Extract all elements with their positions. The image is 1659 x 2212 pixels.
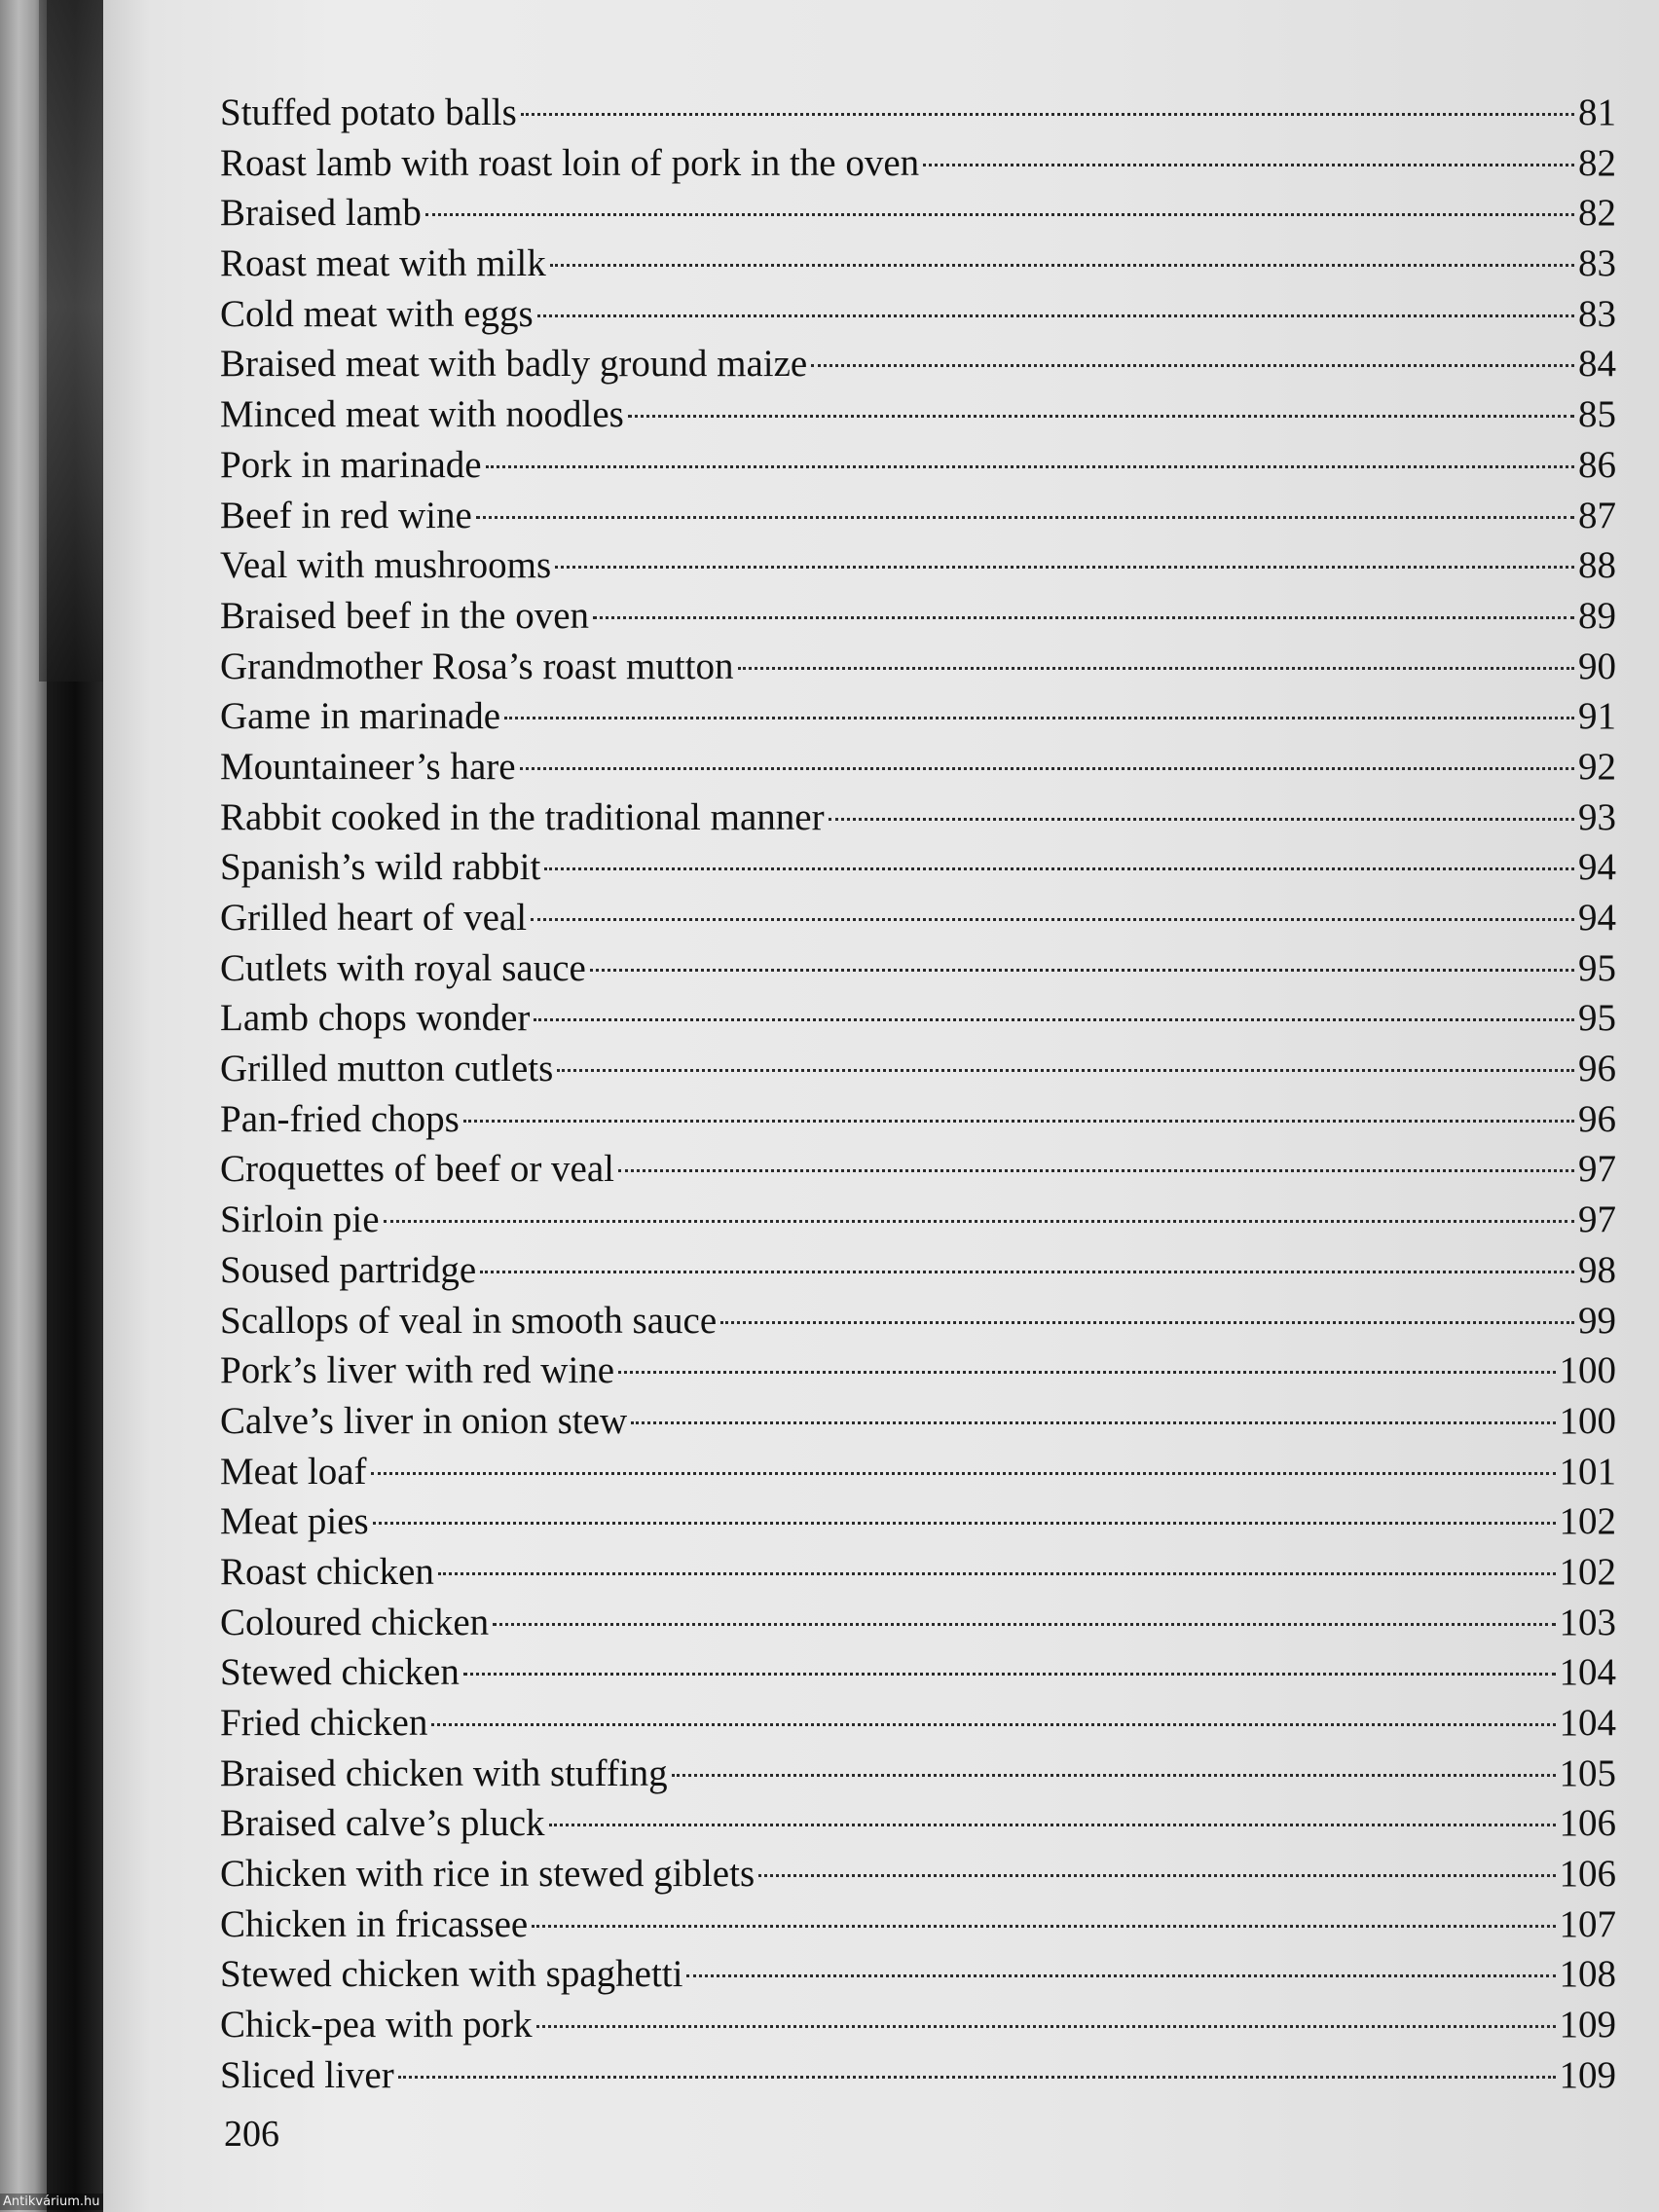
toc-entry-title: Coloured chicken bbox=[220, 1601, 490, 1643]
toc-entry-page: 94 bbox=[1578, 846, 1616, 889]
toc-entry-page: 88 bbox=[1578, 544, 1616, 587]
dot-leader bbox=[758, 1874, 1555, 1877]
dot-leader bbox=[463, 1673, 1556, 1676]
dot-leader bbox=[493, 1623, 1555, 1626]
dot-leader bbox=[371, 1472, 1556, 1475]
toc-entry-page: 97 bbox=[1578, 1198, 1616, 1241]
toc-entry-title: Roast meat with milk bbox=[220, 242, 546, 285]
toc-entry-page: 90 bbox=[1578, 645, 1616, 687]
toc-entry bbox=[220, 540, 1616, 591]
toc-entry-title: Grandmother Rosa’s roast mutton bbox=[220, 645, 734, 687]
toc-entry-title: Stewed chicken with spaghetti bbox=[220, 1953, 683, 1996]
toc-entry bbox=[220, 1749, 1616, 1799]
toc-entry-page: 92 bbox=[1578, 745, 1616, 788]
toc-entry-page: 100 bbox=[1559, 1399, 1616, 1442]
dot-leader bbox=[532, 1925, 1555, 1928]
toc-entry bbox=[220, 1949, 1616, 2000]
dot-leader bbox=[590, 969, 1574, 972]
toc-entry-page: 102 bbox=[1559, 1550, 1616, 1593]
toc-entry bbox=[220, 389, 1616, 440]
toc-entry-page: 96 bbox=[1578, 1097, 1616, 1140]
toc-entry bbox=[220, 943, 1616, 994]
dot-leader bbox=[521, 113, 1574, 116]
dot-leader bbox=[480, 1271, 1574, 1273]
toc-entry-title: Sirloin pie bbox=[220, 1198, 380, 1241]
toc-entry-title: Pork in marinade bbox=[220, 443, 482, 486]
toc-entry-page: 91 bbox=[1578, 695, 1616, 738]
toc-entry-page: 87 bbox=[1578, 494, 1616, 536]
toc-entry bbox=[220, 893, 1616, 943]
toc-entry-page: 83 bbox=[1578, 242, 1616, 285]
dot-leader bbox=[544, 867, 1574, 870]
toc-entry-title: Chicken in fricassee bbox=[220, 1902, 529, 1945]
dot-leader bbox=[593, 616, 1574, 619]
dot-leader bbox=[618, 1371, 1555, 1374]
dot-leader bbox=[504, 717, 1574, 719]
toc-entry-title: Chicken with rice in stewed giblets bbox=[220, 1853, 756, 1896]
toc-entry-title: Braised calve’s pluck bbox=[220, 1802, 545, 1845]
toc-entry bbox=[220, 138, 1616, 189]
toc-entry-title: Sliced liver bbox=[220, 2053, 394, 2096]
dot-leader bbox=[672, 1774, 1556, 1777]
toc-entry bbox=[220, 1144, 1616, 1195]
toc-entry-title: Grilled mutton cutlets bbox=[220, 1048, 554, 1090]
toc-entry-title: Braised beef in the oven bbox=[220, 594, 590, 637]
toc-entry-title: Stuffed potato balls bbox=[220, 92, 517, 133]
dot-leader bbox=[720, 1321, 1574, 1324]
toc-entry-page: 86 bbox=[1578, 443, 1616, 486]
toc-entry bbox=[220, 1598, 1616, 1648]
dot-leader bbox=[631, 1421, 1555, 1424]
dot-leader bbox=[520, 767, 1574, 770]
dot-leader bbox=[686, 1974, 1555, 1977]
dot-leader bbox=[373, 1522, 1556, 1525]
toc-entry-title: Meat loaf bbox=[220, 1450, 367, 1493]
toc-entry-page: 104 bbox=[1559, 1702, 1616, 1744]
toc-entry-title: Roast lamb with roast loin of pork in the oven bbox=[220, 141, 920, 184]
page-number: 206 bbox=[224, 2114, 279, 2155]
dot-leader bbox=[534, 1018, 1574, 1021]
dot-leader bbox=[537, 314, 1574, 317]
toc-entry-title: Grilled heart of veal bbox=[220, 897, 528, 939]
dot-leader bbox=[431, 1723, 1555, 1726]
toc-entry bbox=[220, 1346, 1616, 1396]
toc-entry-page: 84 bbox=[1578, 343, 1616, 386]
toc-entry bbox=[220, 1899, 1616, 1950]
dot-leader bbox=[536, 2025, 1556, 2028]
toc-entry-page: 82 bbox=[1578, 141, 1616, 184]
toc-entry-page: 109 bbox=[1559, 2053, 1616, 2096]
dot-leader bbox=[557, 1069, 1574, 1072]
toc-entry bbox=[220, 188, 1616, 239]
toc-entry-page: 89 bbox=[1578, 594, 1616, 637]
toc-entry-page: 104 bbox=[1559, 1651, 1616, 1694]
toc-entry bbox=[220, 88, 1616, 138]
toc-entry bbox=[220, 339, 1616, 389]
toc-entry-page: 100 bbox=[1559, 1349, 1616, 1392]
toc-entry bbox=[220, 239, 1616, 289]
toc-entry bbox=[220, 2050, 1616, 2101]
toc-entry-page: 93 bbox=[1578, 795, 1616, 838]
toc-entry-page: 81 bbox=[1578, 92, 1616, 133]
toc-entry-page: 109 bbox=[1559, 2004, 1616, 2046]
toc-entry bbox=[220, 793, 1616, 843]
dot-leader bbox=[463, 1120, 1574, 1123]
toc-entry-title: Calve’s liver in onion stew bbox=[220, 1399, 628, 1442]
toc-entry-page: 103 bbox=[1559, 1601, 1616, 1643]
toc-entry-title: Beef in red wine bbox=[220, 494, 472, 536]
toc-entry-title: Chick-pea with pork bbox=[220, 2004, 533, 2046]
toc-entry-title: Braised meat with badly ground maize bbox=[220, 343, 808, 386]
toc-entry bbox=[220, 1647, 1616, 1698]
dot-leader bbox=[476, 516, 1574, 519]
toc-entry bbox=[220, 591, 1616, 642]
toc-entry-page: 82 bbox=[1578, 192, 1616, 235]
toc-entry-page: 101 bbox=[1559, 1450, 1616, 1493]
toc-entry bbox=[220, 1547, 1616, 1598]
toc-entry bbox=[220, 1496, 1616, 1547]
toc-entry-title: Pan-fried chops bbox=[220, 1097, 460, 1140]
toc-entry bbox=[220, 440, 1616, 491]
toc-entry-title: Braised chicken with stuffing bbox=[220, 1751, 668, 1794]
dot-leader bbox=[438, 1572, 1556, 1575]
toc-entry bbox=[220, 842, 1616, 893]
dot-leader bbox=[555, 566, 1574, 569]
toc-entry-title: Meat pies bbox=[220, 1500, 369, 1543]
toc-entry bbox=[220, 1447, 1616, 1497]
toc-entry bbox=[220, 2000, 1616, 2050]
toc-entry bbox=[220, 1245, 1616, 1296]
toc-entry-page: 96 bbox=[1578, 1048, 1616, 1090]
dot-leader bbox=[738, 667, 1574, 670]
dot-leader bbox=[531, 918, 1574, 921]
dot-leader bbox=[628, 415, 1574, 418]
toc-entry-page: 95 bbox=[1578, 946, 1616, 989]
toc-entry-title: Stewed chicken bbox=[220, 1651, 460, 1694]
toc-entry-title: Scallops of veal in smooth sauce bbox=[220, 1299, 718, 1342]
toc-entry bbox=[220, 1195, 1616, 1245]
dot-leader bbox=[486, 465, 1574, 468]
toc-entry bbox=[220, 1396, 1616, 1447]
toc-entry-title: Roast chicken bbox=[220, 1550, 434, 1593]
watermark: Antikvárium.hu bbox=[0, 2194, 103, 2210]
toc-entry-page: 85 bbox=[1578, 393, 1616, 436]
toc-entry bbox=[220, 1849, 1616, 1899]
toc-entry-title: Cutlets with royal sauce bbox=[220, 946, 586, 989]
toc-entry-title: Lamb chops wonder bbox=[220, 997, 531, 1040]
toc-entry-page: 95 bbox=[1578, 997, 1616, 1040]
toc-entry-page: 102 bbox=[1559, 1500, 1616, 1543]
toc-entry-title: Cold meat with eggs bbox=[220, 292, 534, 335]
toc-entry-page: 107 bbox=[1559, 1902, 1616, 1945]
toc-entry-title: Rabbit cooked in the traditional manner bbox=[220, 795, 825, 838]
toc-entry-title: Soused partridge bbox=[220, 1248, 477, 1291]
toc-entry bbox=[220, 491, 1616, 541]
toc-entry-page: 97 bbox=[1578, 1148, 1616, 1191]
toc-entry-title: Pork’s liver with red wine bbox=[220, 1349, 615, 1392]
toc-entry-title: Croquettes of beef or veal bbox=[220, 1148, 615, 1191]
toc-entry bbox=[220, 742, 1616, 793]
toc-entry-page: 108 bbox=[1559, 1953, 1616, 1996]
toc-entry bbox=[220, 1044, 1616, 1094]
toc-entry-page: 106 bbox=[1559, 1853, 1616, 1896]
toc-entry-page: 94 bbox=[1578, 897, 1616, 939]
toc-entry-title: Fried chicken bbox=[220, 1702, 428, 1744]
toc-entry-title: Veal with mushrooms bbox=[220, 544, 552, 587]
toc-entry-page: 105 bbox=[1559, 1751, 1616, 1794]
toc-entry-title: Game in marinade bbox=[220, 695, 501, 738]
dot-leader bbox=[923, 164, 1574, 166]
toc-entry bbox=[220, 289, 1616, 340]
dot-leader bbox=[811, 364, 1574, 367]
toc-entry bbox=[220, 1798, 1616, 1849]
toc-entry-title: Minced meat with noodles bbox=[220, 393, 624, 436]
toc-entry bbox=[220, 1094, 1616, 1145]
toc-entry-page: 98 bbox=[1578, 1248, 1616, 1291]
toc-entry-title: Braised lamb bbox=[220, 192, 422, 235]
toc-entry-page: 106 bbox=[1559, 1802, 1616, 1845]
dot-leader bbox=[398, 2076, 1556, 2079]
dot-leader bbox=[550, 264, 1574, 267]
toc-entry-page: 99 bbox=[1578, 1299, 1616, 1342]
toc-entry bbox=[220, 993, 1616, 1044]
dot-leader bbox=[384, 1220, 1574, 1223]
toc-entry bbox=[220, 691, 1616, 742]
toc-entry bbox=[220, 1296, 1616, 1346]
dot-leader bbox=[425, 213, 1574, 216]
dot-leader bbox=[618, 1169, 1574, 1172]
dot-leader bbox=[829, 818, 1574, 821]
toc-entry bbox=[220, 1698, 1616, 1749]
toc-entry-title: Spanish’s wild rabbit bbox=[220, 846, 541, 889]
table-of-contents bbox=[220, 88, 1616, 2101]
dot-leader bbox=[549, 1824, 1556, 1826]
facing-page-photo-strip bbox=[39, 0, 107, 682]
toc-entry bbox=[220, 642, 1616, 692]
toc-entry-title: Mountaineer’s hare bbox=[220, 745, 516, 788]
toc-entry-page: 83 bbox=[1578, 292, 1616, 335]
